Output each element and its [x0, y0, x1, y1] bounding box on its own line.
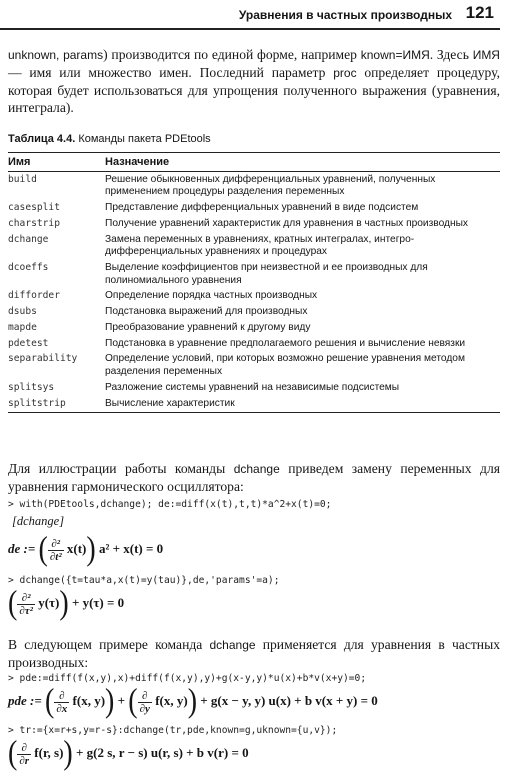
running-header [0, 0, 500, 30]
table-row [8, 336, 500, 352]
derivative-fraction [54, 690, 69, 715]
command-purpose: Представление дифференциальных уравнений в виде подсистем [105, 201, 419, 213]
maple-command: > tr:={x=r+s,y=r-s}:dchange(tr,pde,known=g,uknown={u,v}); [8, 725, 338, 736]
command-purpose: Решение обыкновенных дифференциальных уравнений, полученных применением процедуры разделения переменных [105, 173, 436, 198]
command-name: difforder [8, 290, 60, 302]
fraction-denominator: ∂y [139, 702, 150, 715]
right-paren: ) [59, 584, 69, 622]
table-row [8, 216, 500, 232]
command-name: dcoeffs [8, 261, 49, 273]
table-caption-text: Команды пакета PDEtools [75, 133, 211, 145]
right-paren: ) [63, 734, 73, 772]
left-paren: ( [38, 530, 48, 568]
command-name: separability [8, 353, 78, 365]
left-paren: ( [8, 584, 18, 622]
table-row [8, 260, 500, 288]
plus-sign: + [117, 692, 126, 708]
fraction-numerator: ∂ [54, 690, 69, 703]
intro-paragraph [8, 46, 500, 116]
text: ) производится по единой форме, например [103, 47, 361, 62]
function: y(τ) [38, 594, 60, 610]
command-name: splitsys [8, 381, 55, 393]
paragraph-pde [8, 636, 500, 671]
command-name: mapde [8, 321, 37, 333]
table-row [8, 396, 500, 412]
function: f(x, y) [72, 692, 106, 708]
function: f(r, s) [34, 744, 64, 760]
command-purpose: Разложение системы уравнений на независимые подсистемы [105, 381, 400, 393]
table-row [8, 320, 500, 336]
fraction-numerator: ∂² [17, 592, 35, 605]
table-row [8, 232, 500, 260]
command-name: dsubs [8, 306, 37, 318]
equation-lhs: de := [8, 540, 36, 556]
table-row [8, 352, 500, 380]
text: применяется для уравнения в частных производных: [8, 637, 500, 670]
command-purpose: Определение порядка частных производных [105, 290, 318, 302]
paragraph-oscillator [8, 460, 500, 495]
maple-output: [dchange] [12, 514, 65, 528]
fraction-numerator: ∂ [17, 742, 31, 755]
text: . Здесь [429, 47, 473, 62]
equation-result [8, 734, 249, 772]
chapter-title: Уравнения в частных производных [238, 8, 452, 22]
command-name: splitstrip [8, 396, 105, 412]
equation-rest: + g(2 s, r − s) u(r, s) + b v(r) = 0 [76, 744, 249, 760]
equation-rest: a² + x(t) = 0 [98, 540, 164, 556]
left-paren: ( [8, 734, 18, 772]
right-paren: ) [105, 682, 115, 720]
fraction-denominator: ∂r [19, 754, 30, 767]
left-paren: ( [128, 682, 138, 720]
table-header-row [8, 153, 500, 172]
right-paren: ) [187, 682, 198, 720]
equation-transformed [8, 584, 125, 622]
fraction-denominator: ∂t² [49, 550, 62, 563]
table-caption [8, 133, 211, 145]
page-number: 121 [465, 3, 494, 22]
column-header-purpose: Назначение [105, 153, 500, 172]
command-purpose: Определение условий, при которых возможно решение уравнения методом разделения переменных [105, 353, 465, 377]
maple-command: > with(PDEtools,dchange); de:=diff(x(t),t,t)*a^2+x(t)=0; [8, 499, 332, 510]
column-header-name: Имя [8, 153, 105, 172]
table-row [8, 289, 500, 305]
text: — имя или множество имен. Последний параметр [8, 65, 334, 80]
fraction-denominator: ∂τ² [19, 604, 33, 617]
fraction-denominator: ∂x [56, 702, 68, 715]
table-caption-label: Таблица 4.4. [8, 133, 76, 145]
commands-table [8, 152, 500, 413]
command-purpose: Подстановка в уравнение предполагаемого решения и вычисление невязки [105, 337, 466, 349]
table-row [8, 380, 500, 396]
inline-code: known=ИМЯ [360, 48, 430, 62]
derivative-fraction [17, 742, 31, 767]
command-name: casesplit [8, 201, 60, 213]
command-purpose: Подстановка выражений для производных [105, 306, 308, 318]
inline-code: dchange [209, 638, 256, 652]
derivative-fraction [138, 690, 152, 715]
text: Для иллюстрации работы команды [8, 461, 234, 476]
command-purpose: Выделение коэффициентов при неизвестной и ее производных для полиномиального уравнения [105, 261, 428, 286]
inline-code: ИМЯ [472, 48, 500, 62]
equation-pde [8, 682, 378, 720]
inline-code: dchange [233, 462, 280, 476]
command-purpose: Вычисление характеристик [105, 396, 500, 412]
text: приведем замену переменных для уравнения гармонического осциллятора: [8, 461, 500, 494]
table-body [8, 172, 500, 413]
text: В следующем примере команда [8, 637, 210, 652]
function: x(t) [66, 540, 87, 556]
command-name: build [8, 173, 37, 185]
command-name: dchange [8, 233, 49, 245]
equation-de [8, 530, 164, 568]
table-row [8, 200, 500, 216]
fraction-numerator: ∂ [138, 690, 152, 703]
right-paren: ) [86, 530, 96, 568]
inline-code: unknown, params [8, 48, 104, 62]
derivative-fraction [48, 538, 64, 563]
command-name: charstrip [8, 217, 60, 229]
fraction-numerator: ∂² [48, 538, 64, 551]
equation-rest: + y(τ) = 0 [71, 594, 125, 610]
inline-code: proc [333, 66, 357, 80]
text: определяет процедуру, которая будет использоваться для упрощения полученного выражения (уравнения, интеграла). [8, 65, 500, 115]
command-purpose: Замена переменных в уравнениях, кратных интегралах, интегро-дифференциальных уравнениях и процедурах [105, 233, 415, 258]
table-row [8, 304, 500, 320]
left-paren: ( [45, 682, 55, 720]
maple-command: > dchange({t=tau*a,x(t)=y(tau)},de,'params'=a); [8, 575, 280, 586]
maple-command: > pde:=diff(f(x,y),x)+diff(f(x,y),y)+g(x-y,y)*u(x)+b*v(x+y)=0; [8, 673, 367, 684]
function: f(x, y) [155, 692, 188, 708]
equation-lhs: pde := [8, 692, 42, 708]
command-purpose: Получение уравнений характеристик для уравнения в частных производных [105, 217, 468, 229]
derivative-fraction [17, 592, 35, 617]
command-name: pdetest [8, 337, 49, 349]
table-row [8, 172, 500, 201]
equation-rest: + g(x − y, y) u(x) + b v(x + y) = 0 [200, 692, 378, 708]
command-purpose: Преобразование уравнений к другому виду [105, 321, 311, 333]
